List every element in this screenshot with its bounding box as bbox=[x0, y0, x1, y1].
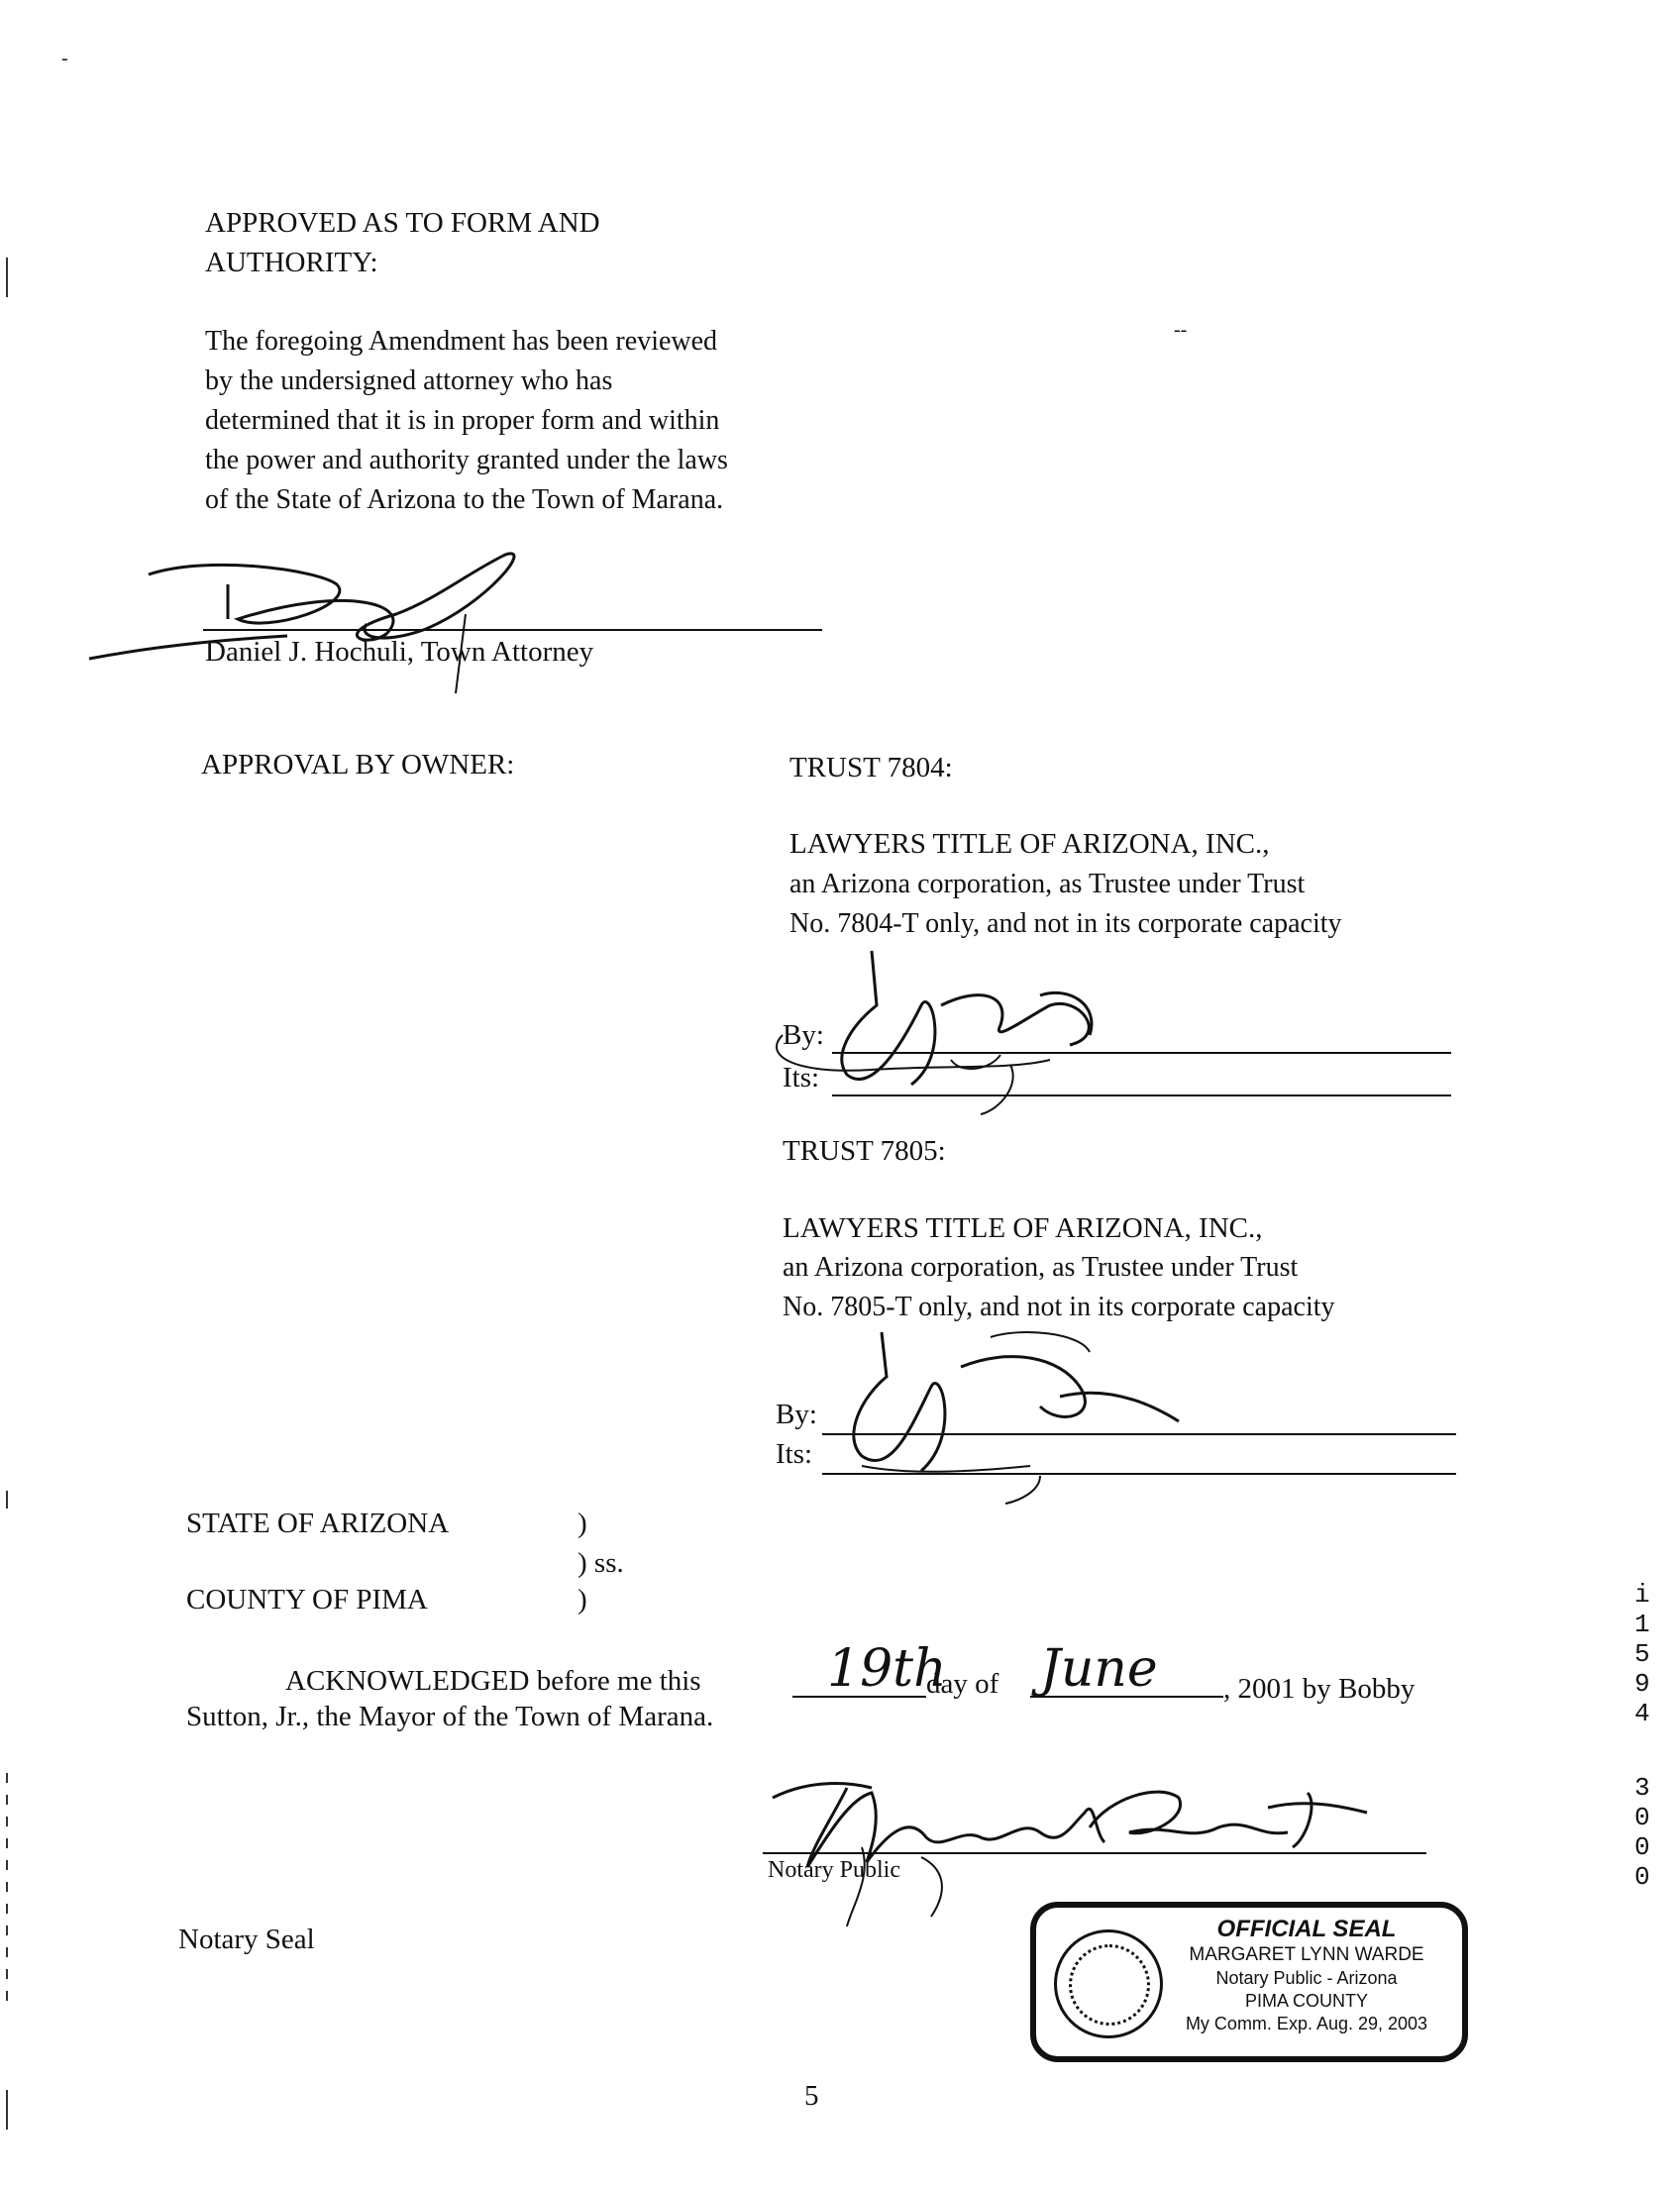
venue-paren: ) bbox=[578, 1508, 587, 1539]
seal-title: OFFICIAL SEAL bbox=[1216, 1916, 1397, 1942]
state-seal-emblem bbox=[1054, 1929, 1163, 2038]
trust-signature bbox=[763, 1327, 1208, 1506]
margin-stamp-char: 3 bbox=[1634, 1773, 1650, 1803]
margin-stamp-char: 4 bbox=[1634, 1699, 1650, 1728]
month-blank-line bbox=[1030, 1696, 1223, 1698]
attorney-name: Daniel J. Hochuli, Town Attorney bbox=[205, 636, 594, 668]
acknowledgment-lead: ACKNOWLEDGED before me this bbox=[285, 1665, 701, 1697]
trust-capacity-line: an Arizona corporation, as Trustee under Trust bbox=[789, 869, 1306, 899]
approval-paragraph-line: by the undersigned attorney who has bbox=[205, 365, 613, 396]
approval-heading-line2: AUTHORITY: bbox=[205, 247, 378, 278]
scan-margin-mark bbox=[6, 258, 8, 297]
attorney-signature bbox=[89, 545, 644, 703]
venue-paren: ) bbox=[578, 1584, 587, 1615]
venue-ss: ) ss. bbox=[578, 1547, 624, 1579]
trust-company: LAWYERS TITLE OF ARIZONA, INC., bbox=[783, 1212, 1263, 1244]
handwritten-day: 19th bbox=[827, 1639, 947, 1699]
notary-public-label: Notary Public bbox=[768, 1857, 900, 1883]
approval-paragraph-line: the power and authority granted under the laws bbox=[205, 445, 728, 475]
seal-expiration: My Comm. Exp. Aug. 29, 2003 bbox=[1185, 2014, 1428, 2033]
trust-its-label: Its: bbox=[783, 1062, 820, 1094]
venue-county: COUNTY OF PIMA bbox=[186, 1584, 428, 1615]
owner-approval-label: APPROVAL BY OWNER: bbox=[201, 749, 515, 781]
scan-margin-mark bbox=[6, 1773, 8, 2001]
approval-paragraph-line: determined that it is in proper form and within bbox=[205, 405, 720, 436]
trust-signature bbox=[753, 946, 1169, 1124]
page-number: 5 bbox=[804, 2080, 819, 2112]
seal-county: PIMA COUNTY bbox=[1244, 1991, 1368, 2011]
notary-seal-label: Notary Seal bbox=[178, 1924, 315, 1955]
margin-stamp-char: 1 bbox=[1634, 1610, 1650, 1639]
scan-margin-mark bbox=[6, 1491, 8, 1509]
approval-paragraph-line: of the State of Arizona to the Town of Marana. bbox=[205, 484, 724, 515]
margin-stamp-char: 0 bbox=[1634, 1862, 1650, 1892]
seal-role: Notary Public - Arizona bbox=[1215, 1968, 1398, 1988]
trust-capacity-line: No. 7805-T only, and not in its corporate capacity bbox=[783, 1292, 1335, 1322]
approval-heading-line1: APPROVED AS TO FORM AND bbox=[205, 207, 600, 239]
day-blank-line bbox=[792, 1696, 926, 1698]
margin-stamp-char: 5 bbox=[1634, 1639, 1650, 1669]
trust-by-label: By: bbox=[783, 1019, 824, 1051]
trust-company: LAWYERS TITLE OF ARIZONA, INC., bbox=[789, 828, 1270, 860]
acknowledgment-tail: , 2001 by Bobby bbox=[1223, 1673, 1416, 1705]
trust-its-label: Its: bbox=[776, 1438, 813, 1470]
scan-speck: - bbox=[61, 48, 68, 69]
attorney-signature-line bbox=[203, 629, 822, 631]
trust-capacity-line: an Arizona corporation, as Trustee under Trust bbox=[783, 1252, 1299, 1283]
venue-state: STATE OF ARIZONA bbox=[186, 1508, 450, 1539]
margin-stamp-char: 9 bbox=[1634, 1669, 1650, 1699]
handwritten-month: June bbox=[1040, 1639, 1158, 1699]
margin-stamp-char: i bbox=[1634, 1580, 1650, 1610]
acknowledgment-day-of: day of bbox=[926, 1668, 999, 1700]
trust-heading: TRUST 7804: bbox=[789, 752, 953, 783]
margin-stamp-char: 0 bbox=[1634, 1803, 1650, 1832]
approval-paragraph-line: The foregoing Amendment has been reviewed bbox=[205, 326, 718, 357]
stray-mark: -- bbox=[1174, 319, 1188, 341]
scan-margin-mark bbox=[6, 2090, 8, 2130]
margin-stamp-char: 0 bbox=[1634, 1832, 1650, 1862]
seal-notary-name: MARGARET LYNN WARDE bbox=[1189, 1944, 1424, 1965]
official-seal-stamp bbox=[1030, 1902, 1468, 2062]
trust-by-label: By: bbox=[776, 1399, 817, 1430]
trust-capacity-line: No. 7804-T only, and not in its corporate capacity bbox=[789, 908, 1342, 939]
trust-heading: TRUST 7805: bbox=[783, 1135, 946, 1167]
acknowledgment-line2: Sutton, Jr., the Mayor of the Town of Marana. bbox=[186, 1701, 714, 1732]
